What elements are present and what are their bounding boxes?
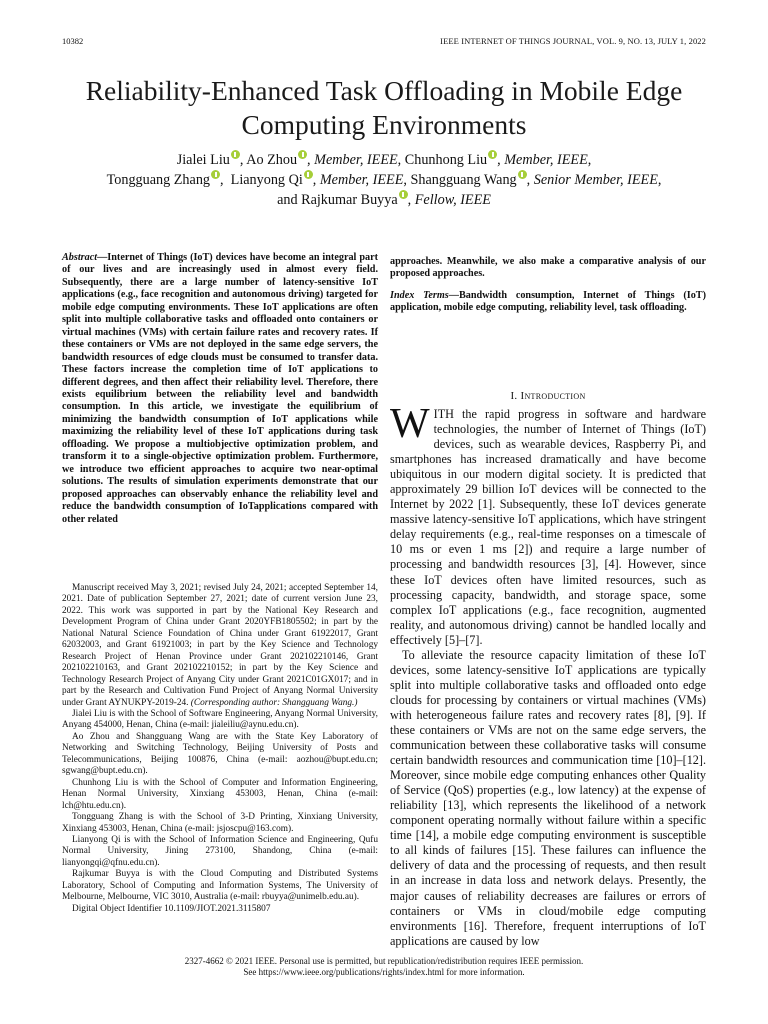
author-role: Member, IEEE <box>314 152 398 168</box>
author-name: Shangguang Wang <box>410 172 517 188</box>
affiliation: Tongguang Zhang is with the School of 3-D Printing, Xinxiang University, Xinxiang 453003, Henan, China (e-mail: jsjoscpu@163.com). <box>62 812 378 834</box>
author-conjunction: and <box>277 192 298 208</box>
affiliation: Chunhong Liu is with the School of Computer and Information Engineering, Henan Normal University, Xinxiang 453003, Henan, China (e-mail: lch@htu.edu.cn). <box>62 777 378 811</box>
first-page-footnote <box>62 583 378 915</box>
affiliation: Rajkumar Buyya is with the Cloud Computing and Distributed Systems Laboratory, School of Computing and Information Systems, The University of Melbourne, Melbourne, VIC 3010, Australia (e-mail: rbuyya@unimelb.edu.au). <box>62 869 378 903</box>
paper-title: Reliability-Enhanced Task Offloading in Mobile Edge Computing Environments <box>85 75 683 140</box>
orcid-icon[interactable] <box>304 170 313 179</box>
manuscript-note: Manuscript received May 3, 2021; revised July 24, 2021; accepted September 14, 2021. Date of publication September 27, 2021; date of current version June 23, 2022. This work was supported in part by the National Key Research and Development Program of China under Grant 2020YFB1805502; in part by the National Natural Science Foundation of China under Grant 61922017, Grant 62032003, and Grant 61921003; in part by the Key Science and Technology Research Project of Henan Province under Grant 202102210146, Grant 202102210163, and Grant 202102210152; in part by the Key Science and Technology Research Project of Anyang City under Grant 2021C01GX017; and in part by the Research and Cultivation Fund Project of Anyang Normal University under Grant AYNUKPY-2019-24. (Corresponding author: Shangguang Wang.) <box>62 583 378 708</box>
orcid-icon[interactable] <box>518 170 527 179</box>
abstract <box>62 252 378 526</box>
running-header: IEEE INTERNET OF THINGS JOURNAL, VOL. 9, NO. 13, JULY 1, 2022 <box>440 36 706 46</box>
abstract-text: —Internet of Things (IoT) devices have become an integral part of our lives and are increasingly used in almost every field. Subsequently, there are a large number of latency-sensitive IoT applications (e.g., face recognition and autonomous driving) targeted for mobile edge computing environments. These IoT applications are often split into multiple collaborative tasks and offloaded onto containers or virtual machines (VMs) with certain failure rates and recovery rates. If these containers or VMs are not deployed in the same edge servers, the bandwidth resources of edge clouds must be consumed to transfer data. These factors increase the completion time of IoT applications to different degrees, and then affect their reliability level. Therefore, there exists equilibrium between the reliability level and bandwidth consumption. In this article, we investigate the equilibrium of minimizing the bandwidth consumption of IoT applications while maximizing the reliability level of these IoT applications during task offloading. We propose a multiobjective optimization problem, and transform it to a single-objective optimization problem. Furthermore, we introduce two efficient approaches to acquire two near-optimal solutions. The results of simulation experiments demonstrate that our proposed approaches can observably enhance the reliability level and reduce the bandwidth consumption of IoTapplications compared with other related <box>62 252 378 525</box>
orcid-icon[interactable] <box>211 170 220 179</box>
corresponding-author: (Corresponding author: Shangguang Wang.) <box>190 697 358 708</box>
affiliation: Jialei Liu is with the School of Software Engineering, Anyang Normal University, Anyang 454000, Henan, China (e-mail: jialeiliu@aynu.edu.cn). <box>62 708 378 731</box>
index-terms-label: Index Terms <box>390 290 449 301</box>
index-terms <box>390 290 706 315</box>
doi[interactable]: Digital Object Identifier 10.1109/JIOT.2021.3115807 <box>72 903 271 914</box>
copyright-notice <box>40 956 728 978</box>
drop-cap: W <box>390 401 430 447</box>
author-name: Lianyong Qi <box>230 172 303 188</box>
affiliation: Ao Zhou and Shangguang Wang are with the State Key Laboratory of Networking and Switching Technology, Beijing University of Posts and Telecommunications, Beijing 100876, China (e-mail: aozhou@bupt.edu.cn; sgwang@bupt.edu.cn). <box>62 731 378 777</box>
section-number: I. <box>510 390 521 402</box>
abstract-continued: approaches. Meanwhile, we also make a comparative analysis of our proposed approaches. <box>390 256 706 280</box>
author-role: Fellow, IEEE <box>414 192 491 208</box>
affiliation: Lianyong Qi is with the School of Information Science and Engineering, Qufu Normal University, Jining 273100, Shandong, China (e-mail: lianyongqi@qfnu.edu.cn). <box>62 834 378 868</box>
section-heading <box>390 390 706 402</box>
author-list: Jialei Liu , Ao Zhou , Member, IEEE, Chunhong Liu , Member, IEEE, Tongguang Zhang , Lianyong Qi , Member, IEEE, Shangguang Wang , Senior Member, IEEE, and Rajkumar Buyya , Fellow, IEEE <box>106 152 662 208</box>
orcid-icon[interactable] <box>298 150 307 159</box>
intro-paragraph: WITH the rapid progress in software and hardware technologies, the number of Internet of Things (IoT) devices, such as wearable devices, Raspberry Pi, and smartphones has increased dramatically and have become ubiquitous in our modern digital society. It is predicted that approximately 29 billion IoT devices will be connected to the Internet by 2022 [1]. Subsequently, these IoT devices generate massive latency-sensitive IoT applications, which have stringent delay requirements (e.g., real-time responses on a timescale of 10 ms or even 1 ms [2]) and require a large number of processing and bandwidth resources [3], [4]. However, since these IoT devices often have limited resources, such as processing capacity, bandwidth, and storage space, some complex IoT applications (e.g., face recognition, augmented reality, and autonomous driving) cannot be handled locally and effectively [5]–[7]. <box>390 401 706 647</box>
abstract-label: Abstract <box>62 252 98 263</box>
rights-link[interactable]: See https://www.ieee.org/publications/rights/index.html for more information. <box>243 967 525 977</box>
author-name: Jialei Liu <box>176 152 230 168</box>
page-number: 10382 <box>62 36 84 46</box>
author-name: Tongguang Zhang <box>106 172 211 188</box>
author-role: Senior Member, IEEE <box>533 172 658 188</box>
author-name: Ao Zhou <box>246 152 298 168</box>
author-name: Rajkumar Buyya <box>301 192 398 208</box>
copyright-line: 2327-4662 © 2021 IEEE. Personal use is permitted, but republication/redistribution requires IEEE permission. <box>184 956 584 966</box>
orcid-icon[interactable] <box>488 150 497 159</box>
index-terms-text: —Bandwidth consumption, Internet of Things (IoT) application, mobile edge computing, reliability level, task offloading. <box>390 290 706 314</box>
introduction-body <box>390 401 706 949</box>
author-role: Member, IEEE <box>504 152 588 168</box>
author-name: Chunhong Liu <box>404 152 488 168</box>
section-name: Introduction <box>520 390 586 402</box>
orcid-icon[interactable] <box>399 190 408 199</box>
author-role: Member, IEEE <box>319 172 404 188</box>
orcid-icon[interactable] <box>231 150 240 159</box>
intro-paragraph: To alleviate the resource capacity limitation of these IoT devices, some latency-sensitive IoT applications are typically split into multiple collaborative tasks and offloaded onto edge clouds for processing by containers or virtual machines (VMs) with heterogeneous failure rates and recovery rates [8], [9]. If these containers or VMs are not on the same edge servers, the communication between these collaborative tasks will consume certain bandwidth resources and communication time [10]–[12]. Moreover, since mobile edge computing enhances other Quality of Service (QoS) properties (e.g., low latency) at the expense of reliability [13], which represents the likelihood of a network component operating normally without failure within a specific time [14], a mobile edge computing environment is susceptible to all kinds of failures [15]. These failures can influence the delivery of data and the processing of requests, and then result in an increase in data loss and network delays. Presently, the major causes of reliability decreases are failures or errors of containers or VMs in cloud/mobile edge computing environments [16]. Therefore, frequent interruptions of IoT applications are caused by low <box>390 647 706 948</box>
